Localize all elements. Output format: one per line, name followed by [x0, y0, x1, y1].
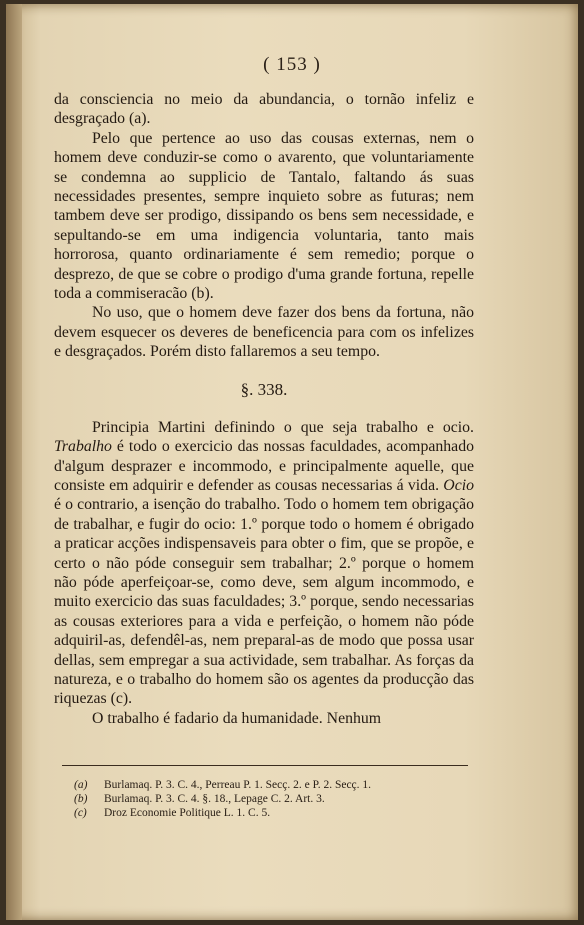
term-ocio: Ocio	[443, 476, 474, 494]
footnote-mark: (a)	[74, 779, 88, 791]
footnote-text: Burlamaq. P. 3. C. 4. §. 18., Lepage C. 2. Art. 3.	[104, 793, 325, 805]
definition-text-2: é todo o exercicio das nossas faculdades, acompanhado d'algum desprazer e incommodo, e principalmente aquelle, que consiste em adquirir e defender as cousas necessarias á vida.	[54, 438, 474, 494]
section-heading: §. 338.	[240, 379, 288, 399]
footnote-text: Burlamaq. P. 3. C. 4., Perreau P. 1. Secç. 2. e P. 2. Secç. 1.	[104, 779, 372, 791]
footnote-rule	[62, 765, 468, 766]
footnote	[74, 778, 474, 792]
paragraph-external-goods: Pelo que pertence ao uso das cousas externas, nem o homem deve conduzir-se como o avarento, que voluntariamente se condemna ao supplicio de Tantalo, faltando ás suas necessidades presentes, sempre inquieto sobre as futuras; nem tambem deve ser prodigo, dissipando os bens sem necessidade, e sepultando-se em uma indigencia voluntaria, tanto mais horrorosa, quanto ordinariamente é sem remedio; porque o desprezo, de que se cobre o prodigo d'uma grande fortuna, repelle toda a commiseracão (b).	[54, 129, 474, 303]
definition-text-1: Principia Martini definindo o que seja trabalho e ocio.	[92, 418, 474, 436]
term-trabalho: Trabalho	[54, 438, 112, 456]
book-page	[6, 4, 578, 920]
footnote	[74, 806, 474, 820]
paragraph-last-line: O trabalho é fadario da humanidade. Nenhum	[92, 709, 382, 727]
footnote-mark: (c)	[74, 807, 87, 819]
page-number: ( 153 )	[263, 54, 321, 75]
paragraph-beneficence: No uso, que o homem deve fazer dos bens da fortuna, não devem esquecer os deveres de beneficencia para com os infelizes e desgraçados. Porém disto fallaremos a seu tempo.	[54, 304, 474, 361]
paragraph-definition	[54, 418, 474, 709]
book-spine-shadow	[6, 4, 22, 920]
footnote-mark: (b)	[74, 793, 88, 805]
footnote-text: Droz Economie Politique L. 1. C. 5.	[104, 807, 271, 819]
page-body	[54, 90, 474, 728]
footnotes	[74, 778, 474, 820]
footnote	[74, 792, 474, 806]
paragraph-continuation: da consciencia no meio da abundancia, o tornão infeliz e desgraçado (a).	[54, 91, 474, 128]
definition-text-3: é o contrario, a isenção do trabalho. Todo o homem tem obrigação de trabalhar, e fugir do ocio: 1.º porque todo o homem é obrigado a praticar acções indispensaveis para obter o fim, que se propõe, e certo o não póde conseguir sem trabalhar; 2.º porque o homem não póde aperfeiçoar-se, como deve, sem algum incommodo, e muito exercicio das suas faculdades; 3.º porque, sendo necessarias as cousas exteriores para a vida e perfeição, o homem não póde adquiril-as, defendêl-as, nem preparal-as de modo que possa usar dellas, sem empregar a sua actividade, sem trabalhar. As forças da natureza, e o trabalho do homem são os agentes da producção das riquezas (c).	[54, 496, 474, 708]
